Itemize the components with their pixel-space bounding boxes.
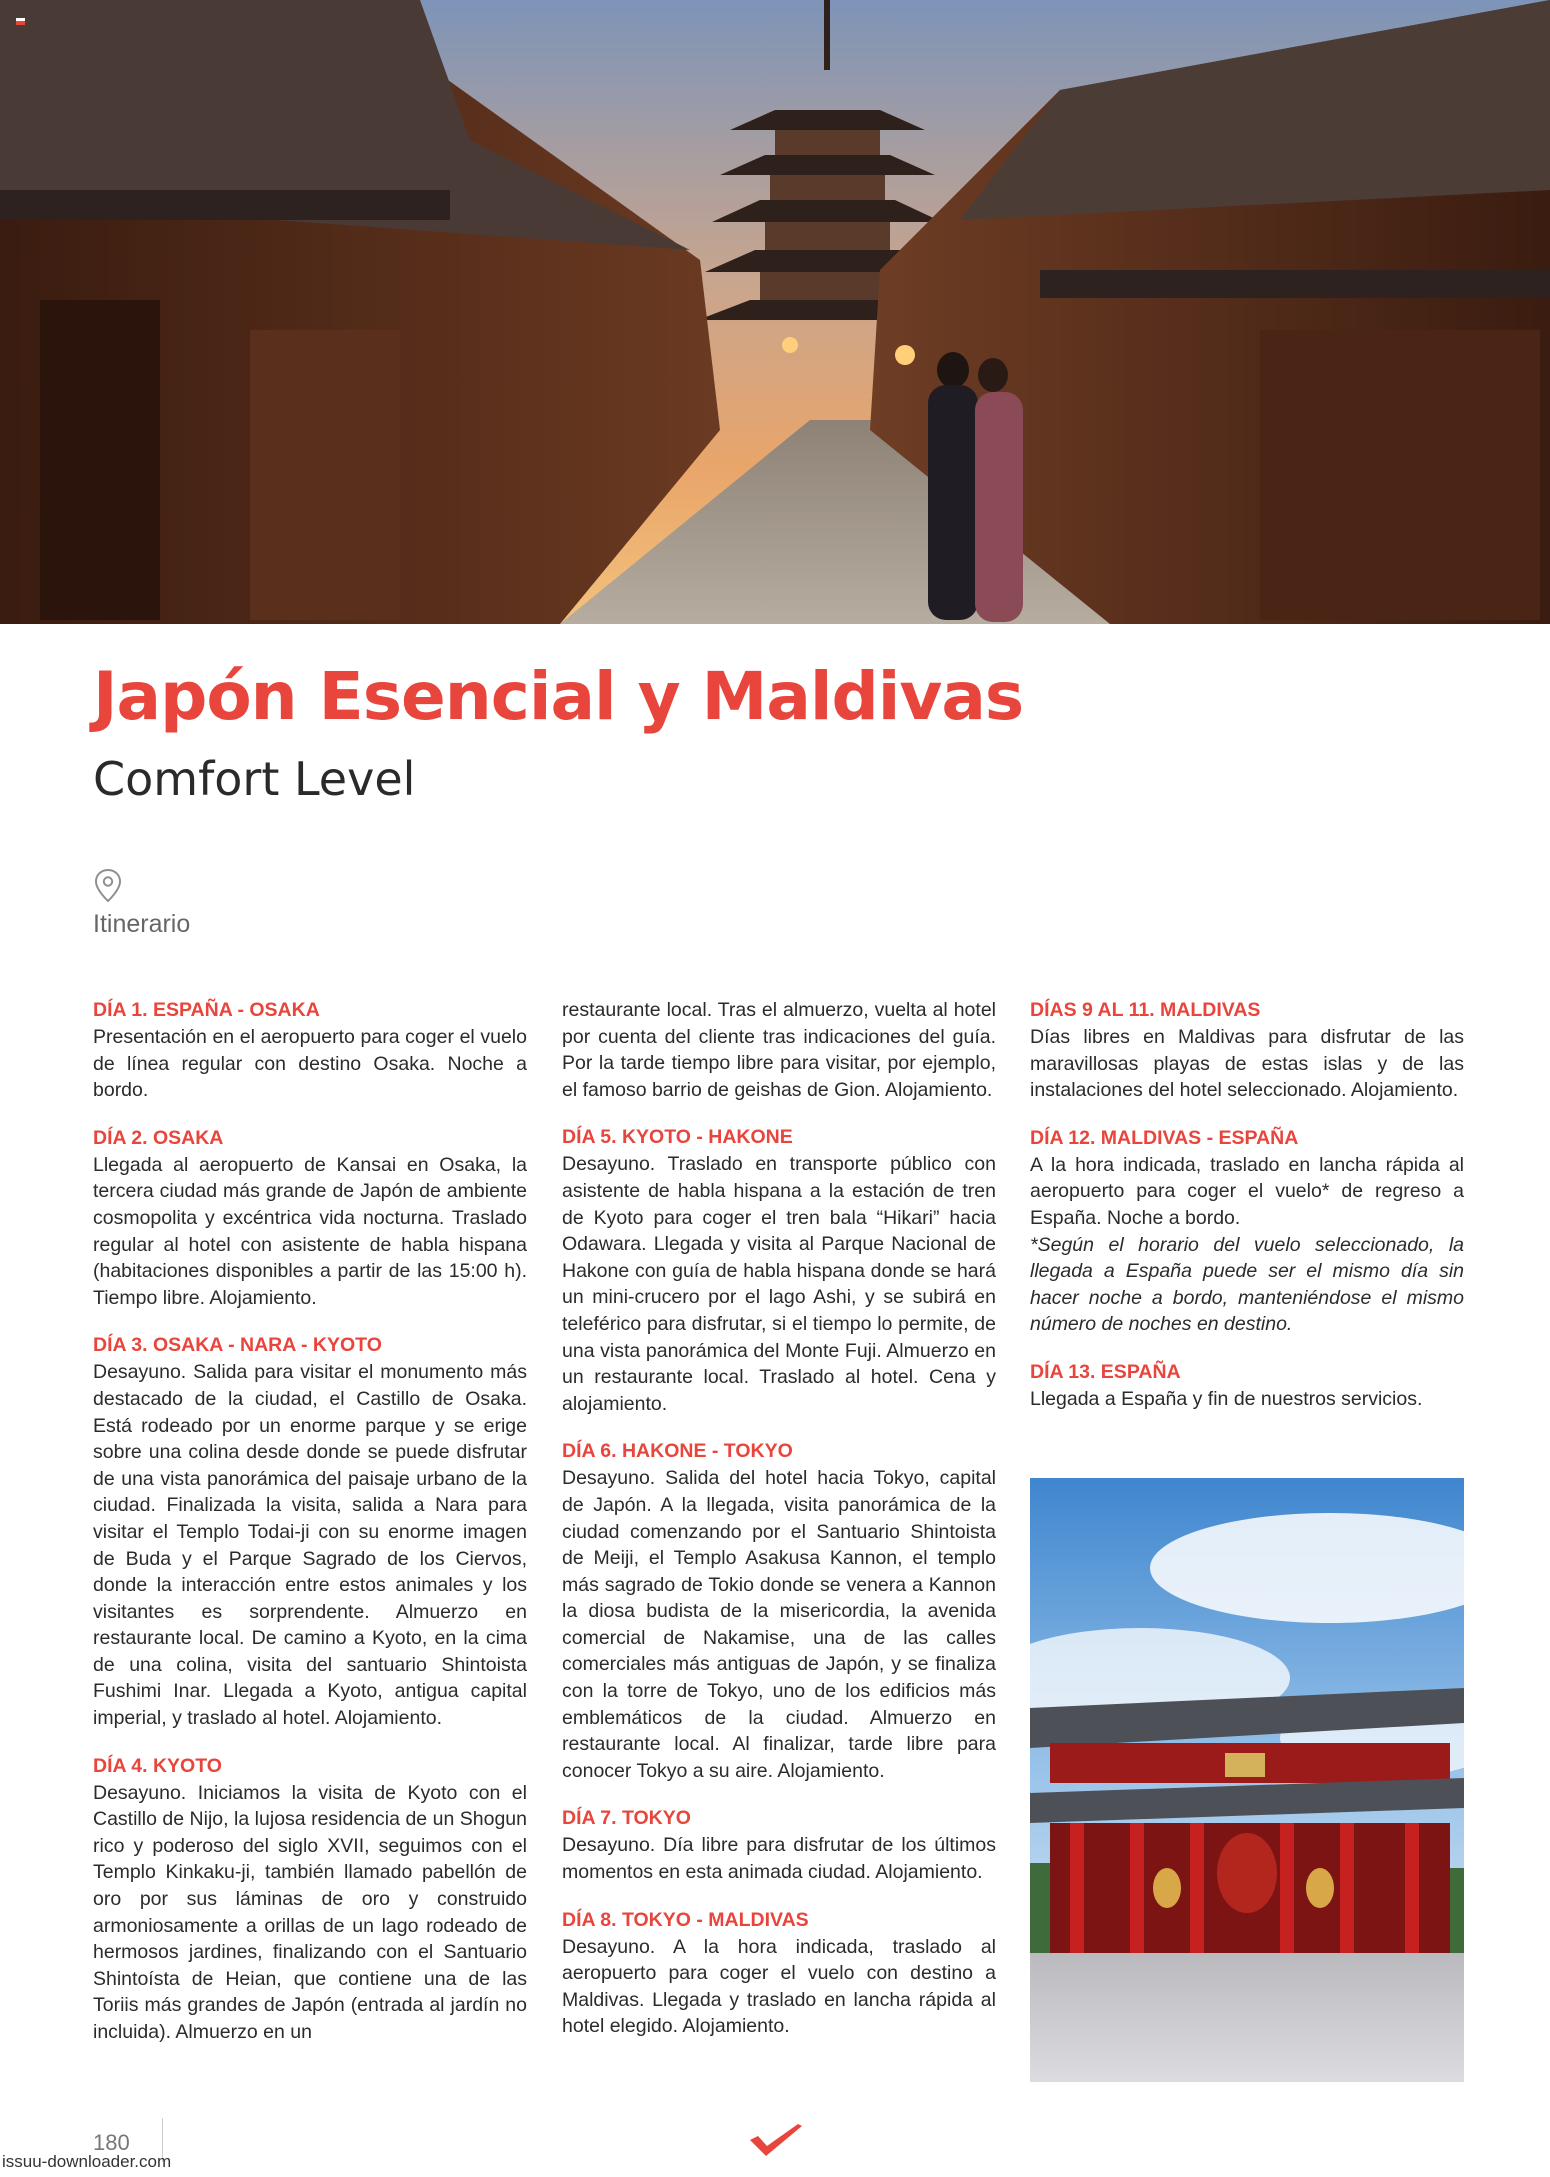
day-description: Desayuno. Traslado en transporte público con asistente de habla hispana a la estación de tren de Kyoto para coger el tren bala “Hikari” hacia Odawara. Llegada y visita al Parque Nacional de Hakone con guía de habla hispana donde se hará un mini-crucero por el lago Ashi, y se subirá en teleférico para disfrutar, si el tiempo lo permite, de una vista panorámica del Monte Fuji. Almuerzo en un restaurante local. Traslado al hotel. Cena y alojamiento. [562,1153,996,1415]
hero-photo-kyoto-street [0,0,1550,624]
page-title: Japón Esencial y Maldivas [93,658,1024,735]
day-description: Días libres en Maldivas para disfrutar de las maravillosas playas de estas islas y de las instalaciones del hotel seleccionado. Alojamiento. [1030,1026,1464,1102]
day-title: DÍA 6. HAKONE - TOKYO [562,1440,793,1463]
day-title: DÍA 3. OSAKA - NARA - KYOTO [93,1334,382,1357]
day-description: Llegada al aeropuerto de Kansai en Osaka, la tercera ciudad más grande de Japón de ambiente cosmopolita y excéntrica vida nocturna. Traslado regular al hotel con asistente de habla hispana (habitaciones disponibles a partir de las 15:00 h). Tiempo libre. Alojamiento. [93,1153,527,1309]
day-entry [1030,1125,1464,1338]
day-title: DÍAS 9 AL 11. MALDIVAS [1030,999,1261,1021]
day-entry [93,1125,527,1312]
day-description: Llegada a España y fin de nuestros servicios. [1030,1387,1423,1410]
day-entry [562,1438,996,1784]
corner-flag-icon [16,18,25,25]
day-description: Desayuno. Salida para visitar el monumento más destacado de la ciudad, el Castillo de Osaka. Está rodeado por un enorme parque y se erige sobre una colina desde donde se puede disfrutar de una vista panorámica del paisaje urbano de la ciudad. Finalizada la visita, salida a Nara para visitar el Templo Todai-ji con su enorme imagen de Buda y el Parque Sagrado de los Ciervos, donde la interacción entre estos animales y los visitantes es sorprendente. Almuerzo en restaurante local. De camino a Kyoto, en la cima de una colina, visita del santuario Shintoista Fushimi Inar. Llegada a Kyoto, antigua capital imperial, y traslado al hotel. Alojamiento. [93,1361,527,1730]
day-description: Desayuno. A la hora indicada, traslado al aeropuerto para coger el vuelo con destino a Maldivas. Llegada y traslado en lancha rápida al hotel elegido. Alojamiento. [562,1935,996,2038]
day-title: DÍA 1. ESPAÑA - OSAKA [93,999,320,1021]
itinerary-column-2 [562,997,996,2061]
day-entry [562,1907,996,2040]
flight-note: *Según el horario del vuelo seleccionado, la llegada a España puede ser el mismo día sin hacer noche a bordo, manteniéndose el mismo número de noches en destino. [1030,1233,1464,1336]
day-entry [1030,1359,1464,1413]
day-description: Presentación en el aeropuerto para coger el vuelo de línea regular con destino Osaka. Noche a bordo. [93,1026,527,1102]
day-description: Desayuno. Iniciamos la visita de Kyoto con el Castillo de Nijo, la lujosa residencia de un Shogun rico y poderoso del siglo XVII, seguimos con el Templo Kinkaku-ji, también llamado pabellón de oro por sus láminas de oro y construido armoniosamente a orillas de un lago rodeado de hermosos jardines, finalizando con el Santuario Shintoísta de Heian, que contiene una de las Toriis más grandes de Japón (entrada al jardín no incluida). Almuerzo en un [93,1781,527,2043]
day-title: DÍA 2. OSAKA [93,1126,224,1149]
day-title: DÍA 7. TOKYO [562,1807,691,1830]
day-entry [93,1753,527,2046]
day-description: Desayuno. Salida del hotel hacia Tokyo, capital de Japón. A la llegada, visita panorámica de la ciudad comenzando por el Santuario Shintoista de Meiji, el Templo Asakusa Kannon, el templo más sagrado de Tokio donde se venera a Kannon la diosa budista de la misericordia, la avenida comercial de Nakamise, una de las calles comerciales más antiguas de Japón, y se finaliza con la torre de Tokyo, uno de los edificios más emblemáticos de la ciudad. Almuerzo en restaurante local. Al finalizar, tarde libre para conocer Tokyo a su aire. Alojamiento. [562,1467,996,1782]
day-title: DÍA 12. MALDIVAS - ESPAÑA [1030,1126,1299,1149]
location-pin-icon [93,868,123,904]
checkmark-brand-icon [746,2122,806,2162]
day-entry [93,1332,527,1731]
section-label-itinerary: Itinerario [93,910,191,938]
photo-asakusa-temple-gate [1030,1478,1464,2082]
day-title: DÍA 5. KYOTO - HAKONE [562,1126,793,1149]
day-title: DÍA 8. TOKYO - MALDIVAS [562,1908,809,1931]
day-entry [1030,997,1464,1104]
page-subtitle: Comfort Level [93,752,416,806]
day-entry [562,1805,996,1885]
day-title: DÍA 13. ESPAÑA [1030,1360,1181,1383]
page-number: 180 [93,2130,130,2155]
day-entry [93,997,527,1104]
itinerary-column-3 [1030,997,1464,1434]
watermark-text: issuu-downloader.com [2,2152,172,2171]
day-title: DÍA 4. KYOTO [93,1754,222,1777]
day-description: A la hora indicada, traslado en lancha rápida al aeropuerto para coger el vuelo* de regreso a España. Noche a bordo. [1030,1153,1464,1229]
day-description-continued: restaurante local. Tras el almuerzo, vuelta al hotel por cuenta del cliente tras indicaciones del guía. Por la tarde tiempo libre para visitar, por ejemplo, el famoso barrio de geishas de Gion. Alojamiento. [562,999,996,1101]
day-description: Desayuno. Día libre para disfrutar de los últimos momentos en esta animada ciudad. Alojamiento. [562,1834,996,1884]
day-entry [562,1124,996,1417]
itinerary-column-1 [93,997,527,2067]
